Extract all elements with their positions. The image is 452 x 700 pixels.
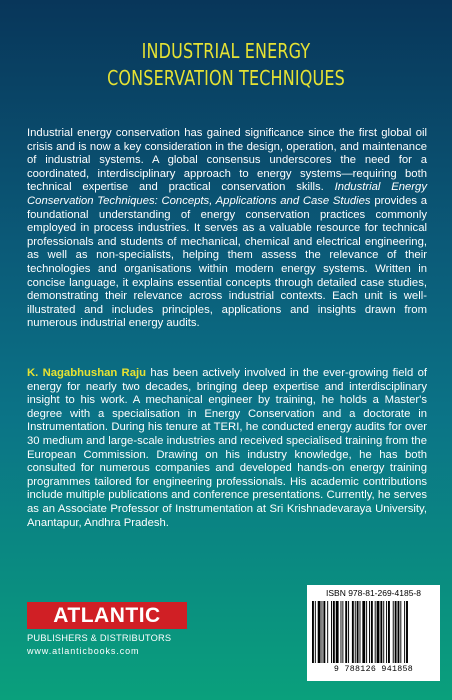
barcode-bar xyxy=(331,601,332,663)
barcode-bar xyxy=(395,601,397,663)
publisher-name: PUBLISHERS & DISTRIBUTORS xyxy=(27,633,172,643)
author-name: K. Nagabhushan Raju xyxy=(27,367,147,379)
barcode-bar xyxy=(380,601,382,663)
barcode-bar xyxy=(352,601,354,663)
barcode-bar xyxy=(377,601,380,663)
description-text-a: Industrial energy conservation has gained significance since the first global oil crisis and is now a key consideration in the design, operation, and maintenance of industrial systems. A global consensus underscores the need for a coordinated, interdisciplinary approach to energy systems—requiring both technical expertise and practical conservation skills. xyxy=(27,127,427,194)
book-title xyxy=(50,38,403,92)
barcode-bar xyxy=(322,601,323,663)
title-line-2: CONSERVATION TECHNIQUES xyxy=(107,66,345,90)
description-book-title: Industrial Energy Conservation Techniques: Concepts, Applications and Case Studies xyxy=(27,181,427,207)
barcode-bar xyxy=(315,601,316,663)
barcode-bar xyxy=(336,601,339,663)
publisher-logo: ATLANTIC xyxy=(27,602,187,629)
barcode-bar xyxy=(357,601,359,663)
barcode-bar xyxy=(393,601,394,663)
barcode-bar xyxy=(386,601,387,663)
barcode-bar xyxy=(398,601,400,663)
title-line-1: INDUSTRIAL ENERGY xyxy=(141,39,311,63)
barcode-bar xyxy=(404,601,405,663)
barcode-bar xyxy=(341,601,342,663)
barcode-bar xyxy=(369,601,370,663)
publisher-website: www.atlanticbooks.com xyxy=(27,646,140,656)
barcode-bar xyxy=(345,601,347,663)
barcode-bar xyxy=(355,601,356,663)
barcode-bar xyxy=(348,601,349,663)
description-text-b: provides a foundational understanding of energy conservation practices commonly employed in process industries. It serves as a valuable resource for technical professionals and students of mechanical, chemical and electrical engineering, as well as non-specialists, helping them assess the relevance of their technologies and organisations within modern energy systems. Written in concise language, it explains essential concepts through detailed case studies, demonstrating their relevance across industrial contexts. Each unit is well-illustrated and includes principles, applications and insights drawn from numerous industrial energy audits. xyxy=(27,194,428,330)
barcode xyxy=(307,585,440,681)
isbn-label: ISBN 978-81-269-4185-8 xyxy=(326,588,421,598)
author-bio xyxy=(27,367,427,530)
barcode-digits: 9 788126 941858 xyxy=(333,665,414,674)
barcode-bar xyxy=(375,601,376,663)
barcode-bar xyxy=(383,601,384,663)
barcode-bar xyxy=(388,601,390,663)
author-bio-text: has been actively involved in the ever-growing field of energy for nearly two decades, bringing deep expertise and interdisciplinary insight to his work. A mechanical engineer by training, he holds a Master's degree with a specialisation in Energy Conservation and a doctorate in Instrumentation. During his tenure at TERI, he conducted energy audits for over 30 medium and large-scale industries and received specialised training from the European Commission. Drawing on his industry knowledge, he has both consulted for numerous companies and developed hands-on energy training programmes tailored for engineering professionals. His academic contributions include multiple publications and conference presentations. Currently, he serves as an Associate Professor of Instrumentation at Sri Krishnadevaraya University, Anantapur, Andhra Pradesh. xyxy=(27,367,428,529)
barcode-bar xyxy=(312,601,314,663)
barcode-bar xyxy=(371,601,373,663)
barcode-bar xyxy=(360,601,361,663)
barcode-bar xyxy=(406,601,408,663)
barcode-bar xyxy=(366,601,367,663)
barcode-bar xyxy=(323,601,325,663)
barcode-bar xyxy=(362,601,365,663)
barcode-bar xyxy=(342,601,343,663)
barcode-bar xyxy=(327,601,328,663)
book-description xyxy=(27,127,427,331)
barcode-bars xyxy=(312,601,435,663)
barcode-bar xyxy=(318,601,321,663)
barcode-bar xyxy=(333,601,335,663)
barcode-bar xyxy=(400,601,401,663)
